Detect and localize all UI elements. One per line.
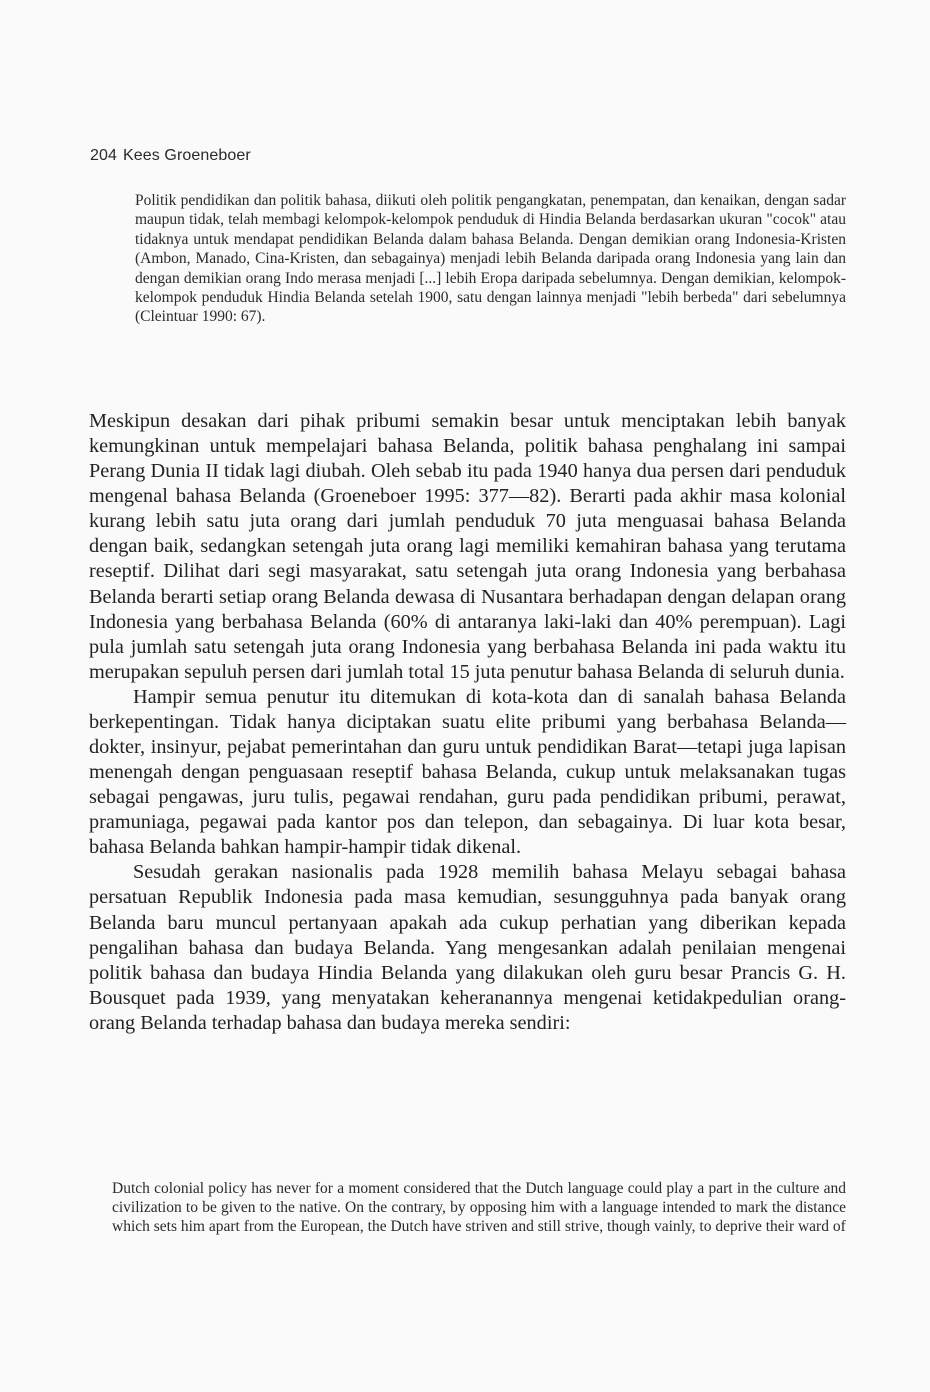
body-text bbox=[89, 409, 846, 1036]
block-quote-bousquet: Dutch colonial policy has never for a moment considered that the Dutch language could play a part in the culture and civilization to be given to the native. On the contrary, by opposing him with a language intended to mark the distance which sets him apart from the European, the Dutch have striven and still strive, though vainly, to deprive their ward of bbox=[112, 1180, 846, 1236]
page-number: 204 bbox=[90, 147, 117, 164]
paragraph-1: Meskipun desakan dari pihak pribumi semakin besar untuk menciptakan lebih banyak kemungkinan untuk mempelajari bahasa Belanda, politik bahasa penghalang ini sampai Perang Dunia II tidak lagi diubah. Oleh sebab itu pada 1940 hanya dua persen dari penduduk mengenal bahasa Belanda (Groeneboer 1995: 377—82). Berarti pada akhir masa kolonial kurang lebih satu juta orang dari jumlah penduduk 70 juta menguasai bahasa Belanda dengan baik, sedangkan setengah juta orang lagi memiliki kemahiran bahasa yang terutama reseptif. Dilihat dari segi masyarakat, satu setengah juta orang Indonesia yang berbahasa Belanda berarti setiap orang Belanda dewasa di Nusantara berhadapan dengan delapan orang Indonesia yang berbahasa Belanda (60% di antaranya laki-laki dan 40% perempuan). Lagi pula jumlah satu setengah juta orang Indonesia yang berbahasa Belanda ini pada waktu itu merupakan sepuluh persen dari jumlah total 15 juta penutur bahasa Belanda di seluruh dunia. bbox=[89, 410, 846, 683]
running-head bbox=[90, 147, 251, 165]
paragraph-2: Hampir semua penutur itu ditemukan di kota-kota dan di sanalah bahasa Belanda berkepentingan. Tidak hanya diciptakan suatu elite pribumi yang berbahasa Belanda—dokter, insinyur, pejabat pemerintahan dan guru untuk pendidikan Barat—tetapi juga lapisan menengah dengan penguasaan reseptif bahasa Belanda, cukup untuk melaksanakan tugas sebagai pengawas, juru tulis, pegawai rendahan, guru pada pendidikan pribumi, perawat, pramuniaga, pegawai pada kantor pos dan telepon, dan sebagainya. Di luar kota besar, bahasa Belanda bahkan hampir-hampir tidak dikenal. bbox=[89, 685, 846, 859]
author-name: Kees Groeneboer bbox=[123, 147, 251, 164]
paragraph-3: Sesudah gerakan nasionalis pada 1928 memilih bahasa Melayu sebagai bahasa persatuan Republik Indonesia pada masa kemudian, sesungguhnya pada banyak orang Belanda baru muncul pertanyaan apakah ada cukup perhatian yang diberikan kepada pengalihan bahasa dan budaya Belanda. Yang mengesankan adalah penilaian mengenai politik bahasa dan budaya Hindia Belanda yang dilakukan oleh guru besar Prancis G. H. Bousquet pada 1939, yang menyatakan keheranannya mengenai ketidakpedulian orang-orang Belanda terhadap bahasa dan budaya mereka sendiri: bbox=[89, 861, 846, 1034]
block-quote-cleintuar: Politik pendidikan dan politik bahasa, diikuti oleh politik pengangkatan, penempatan, dan kenaikan, dengan sadar maupun tidak, telah membagi kelompok-kelompok penduduk di Hindia Belanda berdasarkan ukuran "cocok" atau tidaknya untuk mendapat pendidikan Belanda dalam bahasa Belanda. Dengan demikian orang Indonesia-Kristen (Ambon, Manado, Cina-Kristen, dan sebagainya) menjadi lebih Belanda daripada orang Indonesia yang lain dan dengan demikian orang Indo merasa menjadi [...] lebih Eropa daripada sebelumnya. Dengan demikian, kelompok-kelompok penduduk Hindia Belanda setelah 1900, satu dengan lainnya menjadi "lebih berbeda" dari sebelumnya (Cleintuar 1990: 67). bbox=[135, 192, 846, 326]
